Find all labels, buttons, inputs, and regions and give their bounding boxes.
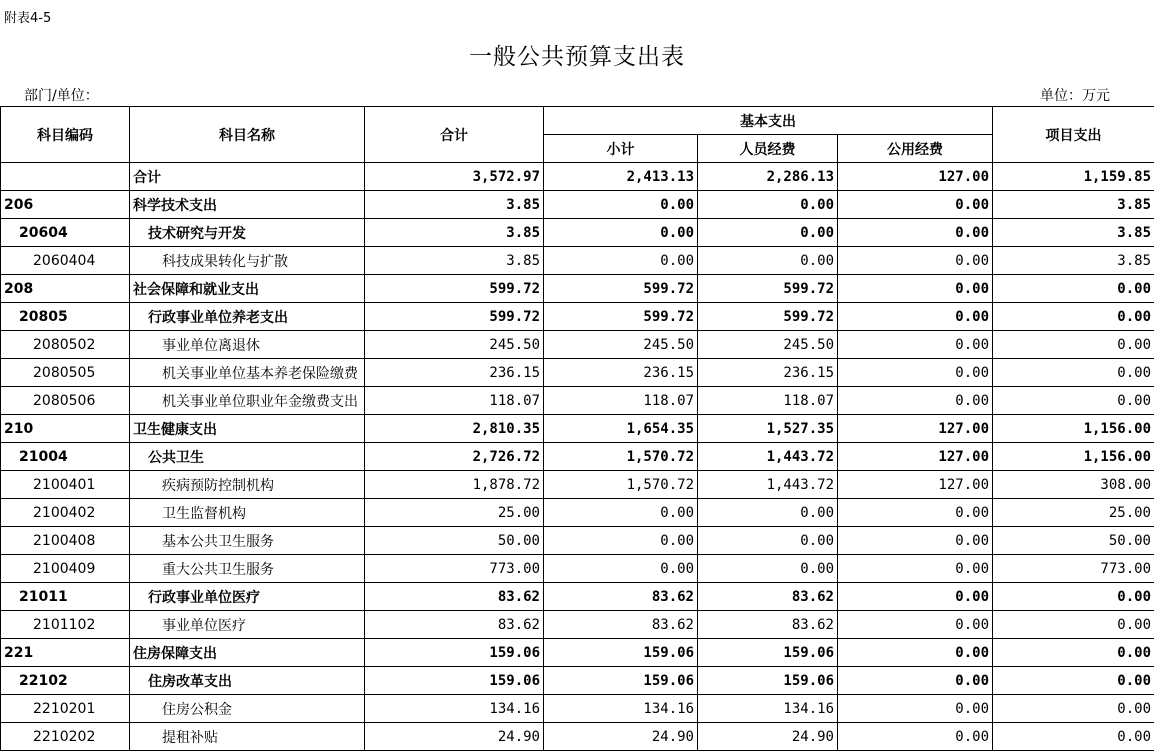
cell-public: 0.00 bbox=[838, 695, 993, 723]
cell-project: 25.00 bbox=[993, 499, 1154, 527]
cell-public: 0.00 bbox=[838, 499, 993, 527]
cell-public: 0.00 bbox=[838, 247, 993, 275]
cell-total: 3.85 bbox=[365, 247, 544, 275]
cell-name: 住房保障支出 bbox=[130, 639, 365, 667]
table-row bbox=[1, 219, 1154, 247]
cell-code: 2080506 bbox=[1, 387, 130, 415]
cell-code: 2080502 bbox=[1, 331, 130, 359]
cell-subtotal: 118.07 bbox=[544, 387, 698, 415]
cell-code: 2060404 bbox=[1, 247, 130, 275]
cell-name: 住房公积金 bbox=[130, 695, 365, 723]
cell-total: 25.00 bbox=[365, 499, 544, 527]
cell-code: 20805 bbox=[1, 303, 130, 331]
cell-project: 0.00 bbox=[993, 303, 1154, 331]
cell-project: 1,156.00 bbox=[993, 415, 1154, 443]
cell-code: 22102 bbox=[1, 667, 130, 695]
cell-personnel: 599.72 bbox=[698, 275, 838, 303]
table-row bbox=[1, 667, 1154, 695]
cell-personnel: 245.50 bbox=[698, 331, 838, 359]
table-row bbox=[1, 583, 1154, 611]
cell-total: 773.00 bbox=[365, 555, 544, 583]
cell-project: 3.85 bbox=[993, 247, 1154, 275]
unit-label: 单位：万元 bbox=[1040, 88, 1110, 104]
cell-code: 2080505 bbox=[1, 359, 130, 387]
table-row bbox=[1, 247, 1154, 275]
cell-name: 基本公共卫生服务 bbox=[130, 527, 365, 555]
cell-code: 2100401 bbox=[1, 471, 130, 499]
cell-subtotal: 0.00 bbox=[544, 499, 698, 527]
cell-name: 卫生健康支出 bbox=[130, 415, 365, 443]
cell-public: 0.00 bbox=[838, 555, 993, 583]
header-subtotal: 小计 bbox=[544, 135, 698, 163]
cell-personnel: 83.62 bbox=[698, 611, 838, 639]
cell-total: 2,726.72 bbox=[365, 443, 544, 471]
cell-project: 0.00 bbox=[993, 387, 1154, 415]
cell-public: 127.00 bbox=[838, 471, 993, 499]
cell-code: 2100402 bbox=[1, 499, 130, 527]
annex-label: 附表4-5 bbox=[4, 11, 52, 26]
cell-name: 机关事业单位职业年金缴费支出 bbox=[130, 387, 365, 415]
table-row bbox=[1, 639, 1154, 667]
header-personnel: 人员经费 bbox=[698, 135, 838, 163]
cell-total: 599.72 bbox=[365, 275, 544, 303]
cell-project: 0.00 bbox=[993, 359, 1154, 387]
cell-personnel: 118.07 bbox=[698, 387, 838, 415]
table-row bbox=[1, 275, 1154, 303]
cell-personnel: 159.06 bbox=[698, 639, 838, 667]
cell-public: 0.00 bbox=[838, 387, 993, 415]
cell-personnel: 159.06 bbox=[698, 667, 838, 695]
cell-personnel: 0.00 bbox=[698, 527, 838, 555]
table-row bbox=[1, 331, 1154, 359]
cell-personnel: 0.00 bbox=[698, 247, 838, 275]
cell-total: 245.50 bbox=[365, 331, 544, 359]
table-row bbox=[1, 387, 1154, 415]
cell-total: 3,572.97 bbox=[365, 163, 544, 191]
cell-name: 科技成果转化与扩散 bbox=[130, 247, 365, 275]
cell-public: 127.00 bbox=[838, 163, 993, 191]
cell-name: 技术研究与开发 bbox=[130, 219, 365, 247]
header-basic: 基本支出 bbox=[544, 107, 993, 135]
cell-public: 0.00 bbox=[838, 583, 993, 611]
cell-code: 21004 bbox=[1, 443, 130, 471]
cell-total: 2,810.35 bbox=[365, 415, 544, 443]
cell-public: 0.00 bbox=[838, 639, 993, 667]
budget-table bbox=[0, 106, 1154, 751]
cell-total: 159.06 bbox=[365, 639, 544, 667]
cell-subtotal: 134.16 bbox=[544, 695, 698, 723]
cell-code: 2100409 bbox=[1, 555, 130, 583]
cell-total: 118.07 bbox=[365, 387, 544, 415]
cell-code: 2100408 bbox=[1, 527, 130, 555]
header-total: 合计 bbox=[365, 107, 544, 163]
cell-subtotal: 599.72 bbox=[544, 303, 698, 331]
cell-public: 0.00 bbox=[838, 667, 993, 695]
cell-code: 221 bbox=[1, 639, 130, 667]
table-row bbox=[1, 555, 1154, 583]
table-row bbox=[1, 191, 1154, 219]
cell-subtotal: 245.50 bbox=[544, 331, 698, 359]
cell-public: 0.00 bbox=[838, 331, 993, 359]
cell-name: 重大公共卫生服务 bbox=[130, 555, 365, 583]
cell-code: 208 bbox=[1, 275, 130, 303]
cell-personnel: 83.62 bbox=[698, 583, 838, 611]
cell-total: 3.85 bbox=[365, 219, 544, 247]
cell-code: 2101102 bbox=[1, 611, 130, 639]
cell-total: 599.72 bbox=[365, 303, 544, 331]
table-body bbox=[1, 163, 1154, 751]
cell-subtotal: 0.00 bbox=[544, 555, 698, 583]
cell-personnel: 1,527.35 bbox=[698, 415, 838, 443]
cell-subtotal: 83.62 bbox=[544, 611, 698, 639]
cell-public: 0.00 bbox=[838, 359, 993, 387]
cell-total: 24.90 bbox=[365, 723, 544, 751]
table-row bbox=[1, 695, 1154, 723]
cell-name: 提租补贴 bbox=[130, 723, 365, 751]
cell-personnel: 2,286.13 bbox=[698, 163, 838, 191]
cell-total: 134.16 bbox=[365, 695, 544, 723]
cell-subtotal: 2,413.13 bbox=[544, 163, 698, 191]
cell-total: 3.85 bbox=[365, 191, 544, 219]
cell-project: 3.85 bbox=[993, 191, 1154, 219]
cell-name: 行政事业单位养老支出 bbox=[130, 303, 365, 331]
cell-personnel: 1,443.72 bbox=[698, 471, 838, 499]
cell-name: 公共卫生 bbox=[130, 443, 365, 471]
cell-public: 0.00 bbox=[838, 303, 993, 331]
cell-personnel: 599.72 bbox=[698, 303, 838, 331]
cell-project: 0.00 bbox=[993, 723, 1154, 751]
cell-name: 事业单位离退休 bbox=[130, 331, 365, 359]
cell-personnel: 0.00 bbox=[698, 191, 838, 219]
cell-project: 0.00 bbox=[993, 583, 1154, 611]
table-row bbox=[1, 163, 1154, 191]
cell-personnel: 236.15 bbox=[698, 359, 838, 387]
cell-subtotal: 0.00 bbox=[544, 247, 698, 275]
cell-public: 0.00 bbox=[838, 275, 993, 303]
page-title: 一般公共预算支出表 bbox=[469, 44, 685, 70]
cell-subtotal: 159.06 bbox=[544, 667, 698, 695]
table-row bbox=[1, 499, 1154, 527]
cell-personnel: 24.90 bbox=[698, 723, 838, 751]
cell-total: 50.00 bbox=[365, 527, 544, 555]
cell-code: 20604 bbox=[1, 219, 130, 247]
department-label: 部门/单位： bbox=[24, 88, 99, 104]
table-row bbox=[1, 303, 1154, 331]
cell-code: 2210201 bbox=[1, 695, 130, 723]
cell-public: 0.00 bbox=[838, 723, 993, 751]
cell-total: 159.06 bbox=[365, 667, 544, 695]
cell-subtotal: 159.06 bbox=[544, 639, 698, 667]
table-row bbox=[1, 723, 1154, 751]
cell-subtotal: 1,570.72 bbox=[544, 471, 698, 499]
header-code: 科目编码 bbox=[1, 107, 130, 163]
cell-personnel: 0.00 bbox=[698, 499, 838, 527]
cell-project: 3.85 bbox=[993, 219, 1154, 247]
cell-project: 0.00 bbox=[993, 667, 1154, 695]
table-row bbox=[1, 471, 1154, 499]
cell-subtotal: 24.90 bbox=[544, 723, 698, 751]
cell-project: 773.00 bbox=[993, 555, 1154, 583]
cell-name: 疾病预防控制机构 bbox=[130, 471, 365, 499]
table-row bbox=[1, 611, 1154, 639]
cell-public: 127.00 bbox=[838, 415, 993, 443]
cell-code: 2210202 bbox=[1, 723, 130, 751]
cell-code: 210 bbox=[1, 415, 130, 443]
cell-project: 0.00 bbox=[993, 639, 1154, 667]
header-public: 公用经费 bbox=[838, 135, 993, 163]
cell-name: 住房改革支出 bbox=[130, 667, 365, 695]
cell-subtotal: 1,570.72 bbox=[544, 443, 698, 471]
table-row bbox=[1, 527, 1154, 555]
cell-personnel: 0.00 bbox=[698, 219, 838, 247]
cell-total: 83.62 bbox=[365, 611, 544, 639]
cell-total: 83.62 bbox=[365, 583, 544, 611]
cell-project: 0.00 bbox=[993, 331, 1154, 359]
cell-subtotal: 83.62 bbox=[544, 583, 698, 611]
table-row bbox=[1, 443, 1154, 471]
cell-subtotal: 0.00 bbox=[544, 191, 698, 219]
cell-total: 1,878.72 bbox=[365, 471, 544, 499]
cell-name: 社会保障和就业支出 bbox=[130, 275, 365, 303]
cell-name: 机关事业单位基本养老保险缴费 bbox=[130, 359, 365, 387]
cell-public: 0.00 bbox=[838, 611, 993, 639]
header-name: 科目名称 bbox=[130, 107, 365, 163]
cell-project: 308.00 bbox=[993, 471, 1154, 499]
cell-name: 行政事业单位医疗 bbox=[130, 583, 365, 611]
cell-subtotal: 236.15 bbox=[544, 359, 698, 387]
cell-project: 0.00 bbox=[993, 611, 1154, 639]
cell-personnel: 0.00 bbox=[698, 555, 838, 583]
cell-name: 事业单位医疗 bbox=[130, 611, 365, 639]
cell-code bbox=[1, 163, 130, 191]
cell-name: 合计 bbox=[130, 163, 365, 191]
cell-total: 236.15 bbox=[365, 359, 544, 387]
cell-project: 1,156.00 bbox=[993, 443, 1154, 471]
cell-project: 0.00 bbox=[993, 695, 1154, 723]
cell-subtotal: 1,654.35 bbox=[544, 415, 698, 443]
cell-public: 127.00 bbox=[838, 443, 993, 471]
cell-project: 0.00 bbox=[993, 275, 1154, 303]
cell-project: 50.00 bbox=[993, 527, 1154, 555]
cell-subtotal: 0.00 bbox=[544, 527, 698, 555]
cell-public: 0.00 bbox=[838, 527, 993, 555]
header-project: 项目支出 bbox=[993, 107, 1154, 163]
table-header bbox=[1, 107, 1154, 163]
cell-public: 0.00 bbox=[838, 219, 993, 247]
cell-name: 科学技术支出 bbox=[130, 191, 365, 219]
cell-personnel: 1,443.72 bbox=[698, 443, 838, 471]
cell-public: 0.00 bbox=[838, 191, 993, 219]
table-row bbox=[1, 415, 1154, 443]
cell-code: 21011 bbox=[1, 583, 130, 611]
cell-personnel: 134.16 bbox=[698, 695, 838, 723]
cell-subtotal: 0.00 bbox=[544, 219, 698, 247]
table-row bbox=[1, 359, 1154, 387]
cell-subtotal: 599.72 bbox=[544, 275, 698, 303]
cell-name: 卫生监督机构 bbox=[130, 499, 365, 527]
cell-code: 206 bbox=[1, 191, 130, 219]
cell-project: 1,159.85 bbox=[993, 163, 1154, 191]
